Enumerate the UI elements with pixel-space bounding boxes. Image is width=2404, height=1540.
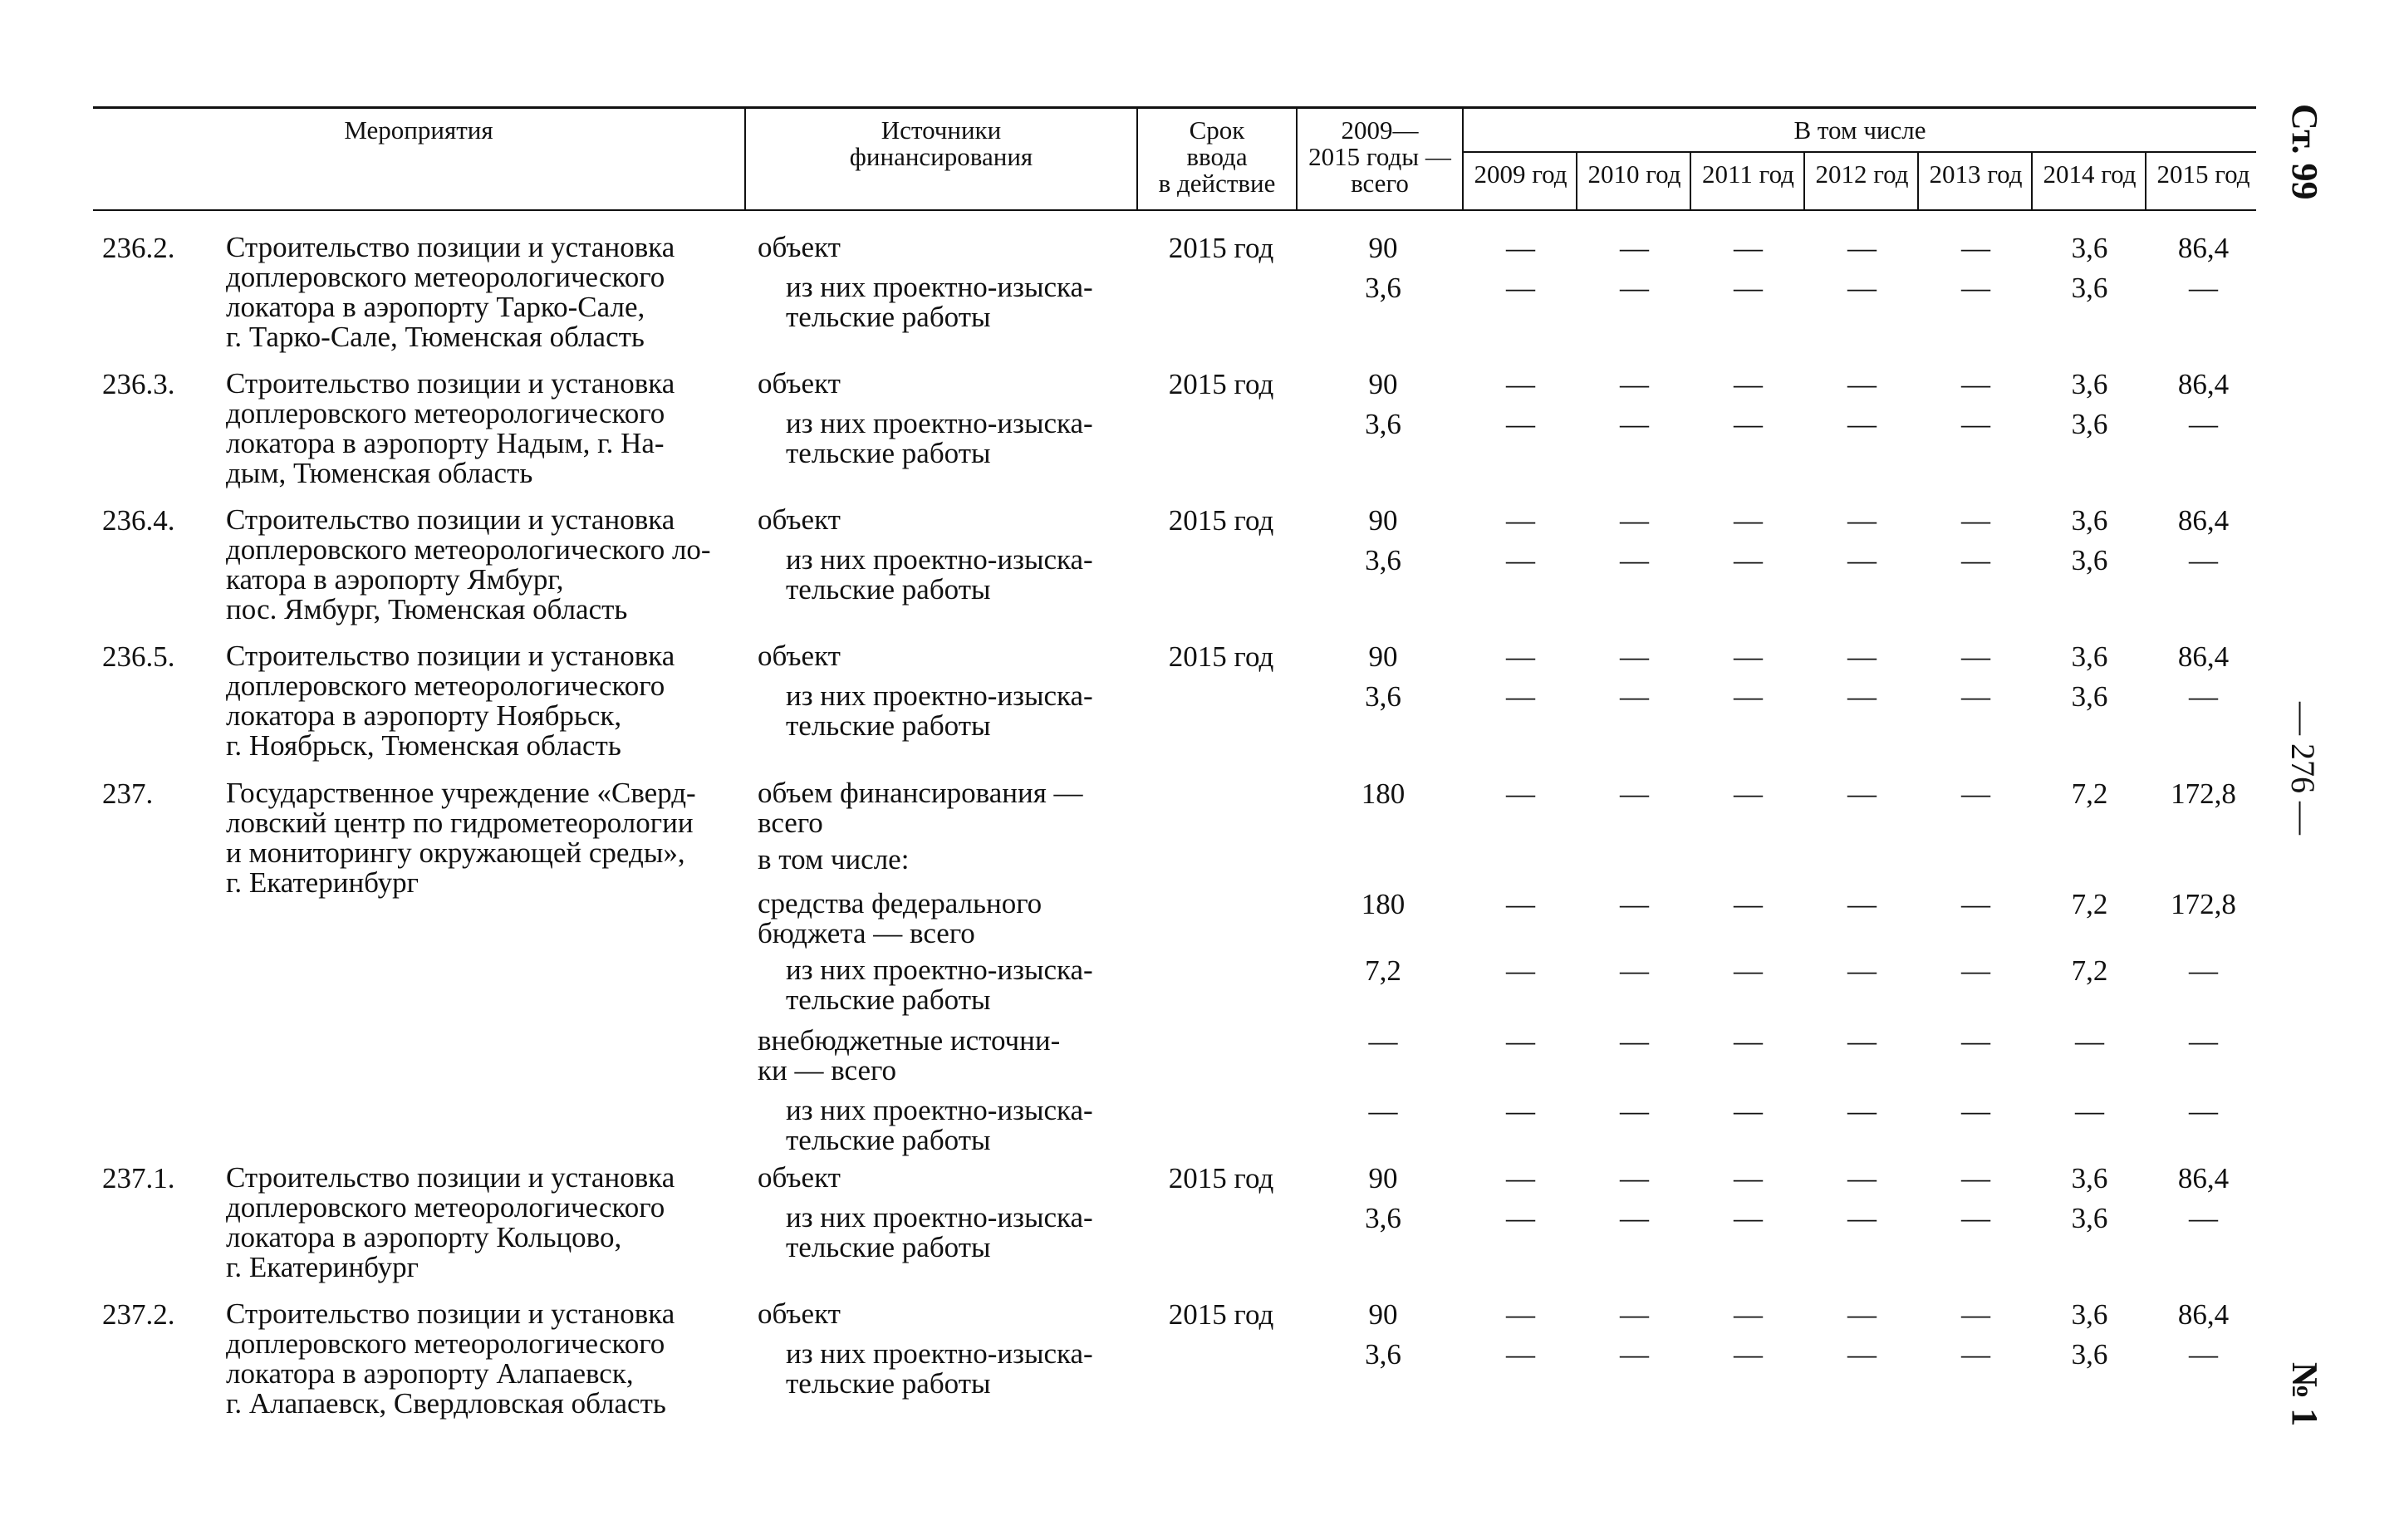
- total-cell: 180: [1361, 888, 1406, 920]
- side-issue-number: № 1: [2284, 1362, 2325, 1427]
- funding-source: из них проектно-изыска- тельские работы: [786, 1337, 1093, 1400]
- header-measures: Мероприятия: [344, 115, 493, 145]
- funding-source: внебюджетные источни- ки — всего: [758, 1024, 1061, 1086]
- year-value-cell: —: [1961, 1202, 1990, 1234]
- year-value-cell: —: [1847, 777, 1877, 810]
- funding-source: объем финансирования — всего: [758, 777, 1083, 839]
- total-cell: 3,6: [1365, 1202, 1401, 1234]
- funding-source: из них проектно-изыска- тельские работы: [786, 1201, 1093, 1263]
- header-bottom-rule: [93, 209, 2256, 211]
- year-value-cell: —: [2189, 1202, 2218, 1234]
- year-value-cell: —: [1961, 544, 1990, 576]
- year-value-cell: —: [1961, 1162, 1990, 1194]
- total-cell: 90: [1368, 368, 1398, 400]
- row-number: 237.1.: [102, 1162, 175, 1194]
- year-value-cell: —: [1961, 272, 1990, 304]
- year-value-cell: —: [1847, 368, 1877, 400]
- year-value-cell: —: [1506, 680, 1535, 713]
- year-value-cell: —: [1506, 272, 1535, 304]
- year-value-cell: —: [1734, 640, 1763, 673]
- year-value-cell: —: [1734, 1202, 1763, 1234]
- total-cell: 90: [1368, 1162, 1398, 1194]
- year-value-cell: —: [1506, 504, 1535, 537]
- measure-name: Строительство позиции и установка доплеровского метеорологического локатора в аэропорту Алапаевск, г. Алапаевск, Свердловская область: [226, 1297, 675, 1420]
- year-value-cell: 3,6: [2071, 504, 2108, 537]
- year-value-cell: 3,6: [2071, 1338, 2108, 1371]
- year-value-cell: —: [1734, 954, 1763, 987]
- year-value-cell: —: [1620, 1095, 1649, 1127]
- year-value-cell: —: [1620, 1202, 1649, 1234]
- year-value-cell: —: [1506, 1202, 1535, 1234]
- year-value-cell: 3,6: [2071, 640, 2108, 673]
- year-value-cell: 86,4: [2177, 368, 2230, 400]
- row-number: 237.2.: [102, 1298, 175, 1331]
- measure-name: Строительство позиции и установка доплеровского метеорологического локатора в аэропорту Тарко-Сале, г. Тарко-Сале, Тюменская область: [226, 231, 675, 353]
- deadline-cell: 2015 год: [1168, 1298, 1274, 1331]
- measure-name: Строительство позиции и установка доплеровского метеорологического локатора в аэропорту Кольцово, г. Екатеринбург: [226, 1161, 675, 1283]
- year-value-cell: —: [2189, 272, 2218, 304]
- year-value-cell: —: [1961, 1338, 1990, 1371]
- year-value-cell: —: [1734, 504, 1763, 537]
- side-page-ref: Ст. 99: [2284, 104, 2325, 200]
- year-value-cell: —: [1847, 232, 1877, 264]
- year-value-cell: —: [1847, 888, 1877, 920]
- year-value-cell: —: [1961, 504, 1990, 537]
- year-value-cell: —: [1961, 640, 1990, 673]
- year-value-cell: —: [1506, 777, 1535, 810]
- header-year: 2013 год: [1929, 159, 2023, 189]
- year-value-cell: —: [1961, 680, 1990, 713]
- year-value-cell: —: [1847, 954, 1877, 987]
- year-value-cell: —: [1847, 544, 1877, 576]
- year-value-cell: —: [1961, 232, 1990, 264]
- total-cell: 90: [1368, 504, 1398, 537]
- year-value-cell: —: [1734, 368, 1763, 400]
- year-value-cell: —: [1620, 368, 1649, 400]
- measure-name: Строительство позиции и установка доплеровского метеорологического локатора в аэропорту Ноябрьск, г. Ноябрьск, Тюменская область: [226, 640, 675, 762]
- funding-source: объект: [758, 640, 841, 672]
- year-value-cell: 3,6: [2071, 1162, 2108, 1194]
- total-cell: 3,6: [1365, 544, 1401, 576]
- header-year: 2011 год: [1702, 159, 1794, 189]
- year-value-cell: —: [1847, 680, 1877, 713]
- row-number: 236.3.: [102, 368, 175, 400]
- year-value-cell: —: [1506, 1162, 1535, 1194]
- total-cell: 90: [1368, 1298, 1398, 1331]
- total-cell: 90: [1368, 232, 1398, 264]
- year-value-cell: —: [1620, 272, 1649, 304]
- year-value-cell: —: [1847, 1162, 1877, 1194]
- year-value-cell: —: [1506, 1298, 1535, 1331]
- year-value-cell: 86,4: [2177, 232, 2230, 264]
- deadline-cell: 2015 год: [1168, 1162, 1274, 1194]
- year-value-cell: —: [1734, 1338, 1763, 1371]
- year-value-cell: —: [1620, 777, 1649, 810]
- year-value-cell: —: [1620, 640, 1649, 673]
- header-year: 2015 год: [2156, 159, 2250, 189]
- year-value-cell: —: [1620, 504, 1649, 537]
- header-deadline: Срок ввода в действие: [1158, 115, 1276, 198]
- deadline-cell: 2015 год: [1168, 504, 1274, 537]
- funding-source: из них проектно-изыска- тельские работы: [786, 407, 1093, 469]
- year-value-cell: —: [1620, 232, 1649, 264]
- year-value-cell: —: [1506, 368, 1535, 400]
- year-value-cell: —: [2189, 680, 2218, 713]
- year-value-cell: —: [2189, 954, 2218, 987]
- total-cell: 3,6: [1365, 272, 1401, 304]
- year-value-cell: 86,4: [2177, 1298, 2230, 1331]
- year-value-cell: —: [1734, 1095, 1763, 1127]
- year-value-cell: 172,8: [2171, 777, 2236, 810]
- year-value-cell: 86,4: [2177, 640, 2230, 673]
- year-value-cell: —: [1961, 777, 1990, 810]
- funding-source: объект: [758, 1297, 841, 1330]
- year-value-cell: —: [1961, 954, 1990, 987]
- year-value-cell: 3,6: [2071, 1202, 2108, 1234]
- year-value-cell: —: [1847, 1095, 1877, 1127]
- year-value-cell: —: [2189, 408, 2218, 440]
- funding-source: из них проектно-изыска- тельские работы: [786, 954, 1093, 1016]
- header-group-label: В том числе: [1793, 115, 1926, 145]
- year-value-cell: 3,6: [2071, 1298, 2108, 1331]
- year-value-cell: —: [1506, 232, 1535, 264]
- deadline-cell: 2015 год: [1168, 640, 1274, 673]
- year-value-cell: —: [1961, 368, 1990, 400]
- measure-name: Государственное учреждение «Сверд- ловский центр по гидрометеорологии и мониторингу окружающей среды», г. Екатеринбург: [226, 777, 696, 899]
- year-value-cell: 172,8: [2171, 888, 2236, 920]
- year-value-cell: —: [1734, 272, 1763, 304]
- year-value-cell: —: [1734, 777, 1763, 810]
- year-value-cell: —: [1506, 640, 1535, 673]
- funding-source: из них проектно-изыска- тельские работы: [786, 679, 1093, 742]
- year-value-cell: —: [1961, 1025, 1990, 1057]
- year-value-cell: 3,6: [2071, 272, 2108, 304]
- row-number: 237.: [102, 777, 154, 810]
- funding-source: средства федерального бюджета — всего: [758, 887, 1043, 949]
- funding-source: в том числе:: [758, 843, 910, 875]
- total-cell: 3,6: [1365, 408, 1401, 440]
- year-value-cell: —: [1847, 504, 1877, 537]
- year-value-cell: —: [2189, 544, 2218, 576]
- header-year: 2014 год: [2043, 159, 2137, 189]
- year-value-cell: —: [1620, 888, 1649, 920]
- year-value-cell: —: [1506, 1338, 1535, 1371]
- year-value-cell: —: [1734, 680, 1763, 713]
- header-sources: Источники финансирования: [849, 115, 1033, 171]
- year-value-cell: —: [1620, 680, 1649, 713]
- year-value-cell: 3,6: [2071, 680, 2108, 713]
- total-cell: —: [1368, 1025, 1398, 1057]
- year-value-cell: —: [1506, 1095, 1535, 1127]
- row-number: 236.4.: [102, 504, 175, 537]
- year-value-cell: —: [1506, 954, 1535, 987]
- year-value-cell: —: [1734, 1025, 1763, 1057]
- funding-source: объект: [758, 231, 841, 263]
- year-value-cell: —: [1847, 408, 1877, 440]
- funding-source: из них проектно-изыска- тельские работы: [786, 1094, 1093, 1156]
- years-subheader-rule: [1464, 151, 2256, 153]
- year-value-cell: —: [1847, 1298, 1877, 1331]
- year-value-cell: —: [1734, 232, 1763, 264]
- year-value-cell: 3,6: [2071, 368, 2108, 400]
- year-value-cell: 3,6: [2071, 544, 2108, 576]
- year-value-cell: —: [1620, 1298, 1649, 1331]
- deadline-cell: 2015 год: [1168, 232, 1274, 264]
- year-value-cell: —: [1506, 408, 1535, 440]
- side-page-number: — 276 —: [2284, 702, 2322, 835]
- year-value-cell: —: [2075, 1095, 2104, 1127]
- year-value-cell: 86,4: [2177, 1162, 2230, 1194]
- year-value-cell: —: [1961, 408, 1990, 440]
- total-cell: 180: [1361, 777, 1406, 810]
- total-cell: 7,2: [1365, 954, 1401, 987]
- total-cell: 3,6: [1365, 680, 1401, 713]
- header-year: 2009 год: [1474, 159, 1568, 189]
- year-value-cell: —: [2189, 1025, 2218, 1057]
- row-number: 236.2.: [102, 232, 175, 264]
- funding-source: из них проектно-изыска- тельские работы: [786, 543, 1093, 606]
- year-value-cell: 7,2: [2071, 954, 2108, 987]
- year-value-cell: —: [1620, 1162, 1649, 1194]
- total-cell: 90: [1368, 640, 1398, 673]
- year-value-cell: —: [1620, 544, 1649, 576]
- row-number: 236.5.: [102, 640, 175, 673]
- year-value-cell: —: [1506, 544, 1535, 576]
- year-value-cell: 86,4: [2177, 504, 2230, 537]
- year-value-cell: —: [1961, 1298, 1990, 1331]
- measure-name: Строительство позиции и установка доплеровского метеорологического локатора в аэропорту Надым, г. На- дым, Тюменская область: [226, 367, 675, 489]
- year-value-cell: —: [1506, 1025, 1535, 1057]
- year-value-cell: —: [1620, 408, 1649, 440]
- year-value-cell: —: [1961, 888, 1990, 920]
- year-value-cell: —: [1734, 888, 1763, 920]
- funding-source: объект: [758, 1161, 841, 1194]
- year-value-cell: —: [2189, 1338, 2218, 1371]
- header-total: 2009— 2015 годы — всего: [1308, 115, 1451, 198]
- year-value-cell: 3,6: [2071, 232, 2108, 264]
- year-value-cell: —: [1961, 1095, 1990, 1127]
- year-value-cell: —: [1847, 640, 1877, 673]
- year-value-cell: —: [1847, 1202, 1877, 1234]
- year-value-cell: —: [1734, 544, 1763, 576]
- year-value-cell: —: [1620, 954, 1649, 987]
- year-value-cell: —: [1734, 1162, 1763, 1194]
- year-value-cell: —: [1847, 1025, 1877, 1057]
- year-value-cell: —: [2189, 1095, 2218, 1127]
- year-value-cell: —: [1506, 888, 1535, 920]
- year-value-cell: —: [1734, 408, 1763, 440]
- year-value-cell: 3,6: [2071, 408, 2108, 440]
- header-year: 2012 год: [1815, 159, 1909, 189]
- header-year: 2010 год: [1587, 159, 1681, 189]
- year-value-cell: —: [2075, 1025, 2104, 1057]
- funding-source: объект: [758, 503, 841, 536]
- year-value-cell: 7,2: [2071, 777, 2108, 810]
- total-cell: —: [1368, 1095, 1398, 1127]
- total-cell: 3,6: [1365, 1338, 1401, 1371]
- year-value-cell: —: [1734, 1298, 1763, 1331]
- funding-source: из них проектно-изыска- тельские работы: [786, 271, 1093, 333]
- deadline-cell: 2015 год: [1168, 368, 1274, 400]
- year-value-cell: —: [1620, 1025, 1649, 1057]
- year-value-cell: —: [1620, 1338, 1649, 1371]
- year-value-cell: 7,2: [2071, 888, 2108, 920]
- measure-name: Строительство позиции и установка доплеровского метеорологического ло- катора в аэропорту Ямбург, пос. Ямбург, Тюменская область: [226, 503, 711, 625]
- funding-source: объект: [758, 367, 841, 400]
- year-value-cell: —: [1847, 272, 1877, 304]
- year-value-cell: —: [1847, 1338, 1877, 1371]
- table-top-rule: [93, 106, 2256, 109]
